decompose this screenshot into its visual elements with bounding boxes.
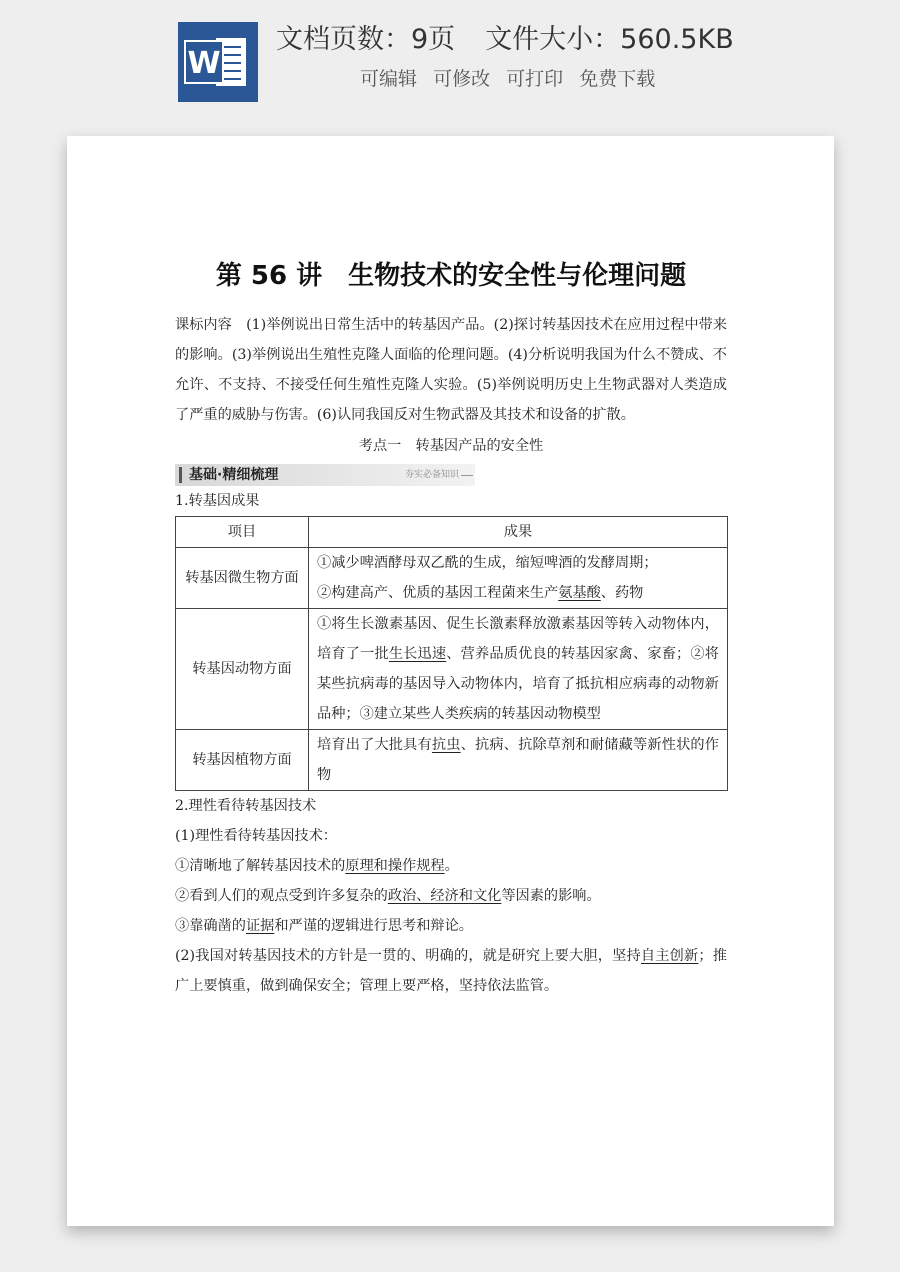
feature-printable: 可打印 (506, 68, 564, 90)
basics-banner (175, 464, 475, 486)
blank-answer: 氨基酸 (558, 585, 601, 601)
file-meta (276, 22, 836, 58)
subheading-2: 2.理性看待转基因技术 (175, 798, 317, 814)
blank-answer: 政治、经济和文化 (387, 888, 502, 904)
header-result: 成果 (309, 517, 728, 548)
point-1: (1)理性看待转基因技术： (175, 828, 337, 844)
curriculum-paragraph: 课标内容 (1)举例说出日常生活中的转基因产品。(2)探讨转基因技术在应用过程中带来的影响。(3)举例说出生殖性克隆人面临的伦理问题。(4)分析说明我国为什么不赞成、不允许、不支持、不接受任何生殖性克隆人实验。(5)举例说明历史上生物武器对人类造成了严重的威胁与伤害。(6)认同我国反对生物武器及其技术和设备的扩散。 (175, 317, 727, 423)
basics-label: 基础·精细梳理 (189, 467, 279, 483)
feature-editable: 可编辑 (360, 68, 418, 90)
file-size: 文件大小：560.5KB (485, 24, 734, 55)
results-table (175, 516, 728, 791)
blank-answer: 抗虫 (431, 737, 461, 753)
table-row (176, 730, 728, 791)
point-1-2: ②看到人们的观点受到许多复杂的政治、经济和文化等因素的影响。 (175, 888, 601, 904)
section-title: 考点一 转基因产品的安全性 (358, 438, 544, 454)
blank-answer: 原理和操作规程 (345, 858, 445, 874)
blank-answer: 生长迅速 (388, 646, 447, 662)
row-result: ①将生长激素基因、促生长激素释放激素基因等转入动物体内，培育了一批生长迅速、营养品质优良的转基因家禽、家畜；②将某些抗病毒的基因导入动物体内，培育了抵抗相应病毒的动物新品种；③建立某些人类疾病的转基因动物模型 (309, 609, 728, 730)
download-banner (0, 0, 900, 120)
blank-answer: 自主创新 (640, 948, 699, 964)
table-header (176, 517, 728, 548)
point-1-1: ①清晰地了解转基因技术的原理和操作规程。 (175, 858, 459, 874)
feature-modifiable: 可修改 (433, 68, 491, 90)
page-count: 文档页数：9页 (276, 24, 456, 55)
row-item: 转基因动物方面 (176, 609, 309, 730)
row-result: ①减少啤酒酵母双乙酰的生成，缩短啤酒的发酵周期； ②构建高产、优质的基因工程菌来生产氨基酸、药物 (309, 548, 728, 609)
basics-sub: 夯实必备知识 (404, 470, 459, 480)
row-item: 转基因微生物方面 (176, 548, 309, 609)
row-result: 培育出了大批具有抗虫、抗病、抗除草剂和耐储藏等新性状的作物 (309, 730, 728, 791)
table-row (176, 548, 728, 609)
header-item: 项目 (176, 517, 309, 548)
blank-answer: 证据 (245, 918, 275, 934)
table-row (176, 609, 728, 730)
feature-list (360, 66, 760, 92)
document-page (67, 136, 834, 1226)
feature-free-download: 免费下载 (579, 68, 656, 90)
page-content (175, 256, 727, 1001)
point-2: (2)我国对转基因技术的方针是一贯的、明确的，就是研究上要大胆，坚持自主创新；推广上要慎重，做到确保安全；管理上要严格，坚持依法监管。 (175, 948, 727, 994)
subheading-1: 1.转基因成果 (175, 493, 260, 509)
word-doc-icon: W (178, 22, 258, 102)
page-title: 第 56 讲 生物技术的安全性与伦理问题 (215, 261, 687, 291)
row-item: 转基因植物方面 (176, 730, 309, 791)
point-1-3: ③靠确凿的证据和严谨的逻辑进行思考和辩论。 (175, 918, 473, 934)
